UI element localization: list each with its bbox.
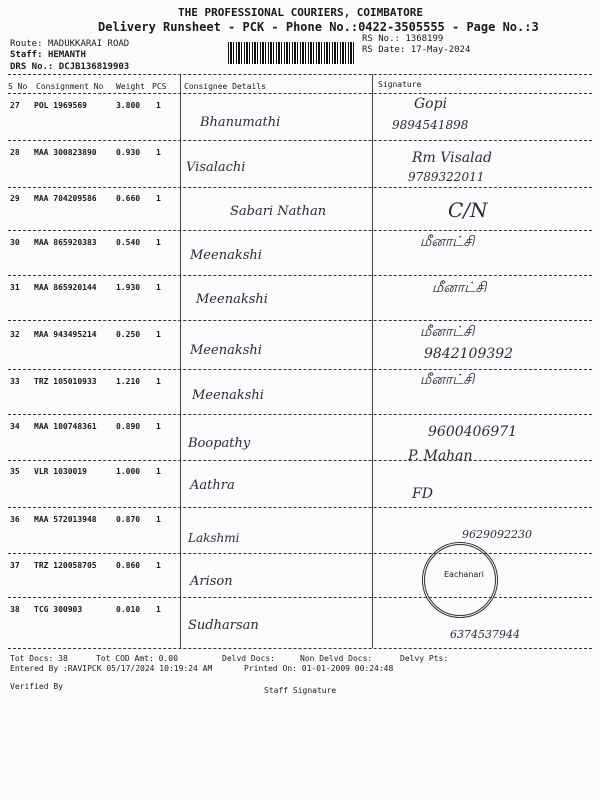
rs-date-label: RS Date:: [362, 45, 406, 55]
rs-date-value: 17-May-2024: [410, 45, 471, 55]
row-weight: 1.000: [116, 467, 141, 476]
row-consignment: MAA 865920144: [34, 283, 97, 292]
col-weight: Weight: [116, 82, 145, 91]
col-sno: S No: [8, 82, 28, 91]
row-consignee: Visalachi: [186, 160, 246, 175]
column-rule-signature: [372, 74, 373, 648]
row-signature: மீனாட்சி: [420, 324, 475, 340]
row-divider: [8, 460, 592, 461]
route-row: [10, 39, 129, 49]
row-weight: 0.010: [116, 605, 141, 614]
row-consignee: Sabari Nathan: [230, 204, 327, 219]
row-consignment: MAA 100748361: [34, 422, 97, 431]
row-weight: 0.540: [116, 238, 141, 247]
staff-value: HEMANTH: [47, 50, 86, 60]
row-sno: 33: [10, 377, 20, 386]
row-consignment: TRZ 105010933: [34, 377, 97, 386]
row-weight: 1.210: [116, 377, 141, 386]
row-consignment: MAA 704209586: [34, 194, 97, 203]
row-consignee: Sudharsan: [188, 618, 259, 633]
row-sno: 31: [10, 283, 20, 292]
row-divider: [8, 320, 592, 321]
delivery-points: Delvy Pts:: [400, 654, 449, 663]
route-value: MADUKKARAI ROAD: [47, 39, 130, 49]
row-sno: 28: [10, 148, 20, 157]
staff-signature-label: Staff Signature: [264, 686, 337, 695]
staff-row: [10, 50, 86, 60]
row-weight: 0.870: [116, 515, 141, 524]
row-sno: 27: [10, 101, 20, 110]
rs-no-value: 1368199: [405, 34, 444, 44]
row-divider: [8, 414, 592, 415]
delivered-docs: Delvd Docs:: [222, 654, 275, 663]
row-signature: Eachanari: [444, 570, 484, 579]
rs-no-label: RS No.:: [362, 34, 400, 44]
row-sno: 29: [10, 194, 20, 203]
row-signature: மீனாட்சி: [432, 280, 487, 296]
row-consignee: Lakshmi: [188, 531, 240, 545]
row-sno: 35: [10, 467, 20, 476]
row-divider: [8, 553, 592, 554]
row-consignment: MAA 300823890: [34, 148, 97, 157]
row-divider: [8, 187, 592, 188]
row-divider: [8, 230, 592, 231]
column-rule-consignee: [180, 74, 181, 648]
row-divider: [8, 597, 592, 598]
row-signature: 9629092230: [462, 528, 532, 541]
row-consignee: Bhanumathi: [200, 115, 281, 130]
row-signature: 9600406971: [428, 424, 518, 440]
row-signature: Rm Visalad: [412, 150, 492, 166]
header-divider-bottom: [8, 93, 592, 94]
total-docs: Tot Docs: 38: [10, 654, 68, 663]
col-signature: Signature: [378, 80, 422, 89]
row-weight: 0.860: [116, 561, 141, 570]
row-weight: 1.930: [116, 283, 141, 292]
row-consignee: Meenakshi: [192, 388, 264, 403]
row-pcs: 1: [156, 377, 161, 386]
row-pcs: 1: [156, 283, 161, 292]
drs-label: DRS No.:: [10, 62, 54, 72]
staff-label: Staff:: [10, 50, 43, 60]
drs-row: [10, 62, 129, 72]
row-pcs: 1: [156, 422, 161, 431]
row-weight: 0.890: [116, 422, 141, 431]
row-signature: FD: [412, 486, 433, 502]
row-divider: [8, 275, 592, 276]
row-signature: Gopi: [414, 96, 448, 112]
row-consignment: POL 1969569: [34, 101, 87, 110]
barcode: [228, 42, 356, 64]
row-pcs: 1: [156, 515, 161, 524]
row-weight: 0.660: [116, 194, 141, 203]
row-signature-name: P. Mahan: [408, 448, 473, 464]
row-signature: மீனாட்சி: [420, 234, 475, 250]
row-consignee: Meenakshi: [190, 343, 262, 358]
row-consignee: Meenakshi: [190, 248, 262, 263]
row-sno: 30: [10, 238, 20, 247]
drs-value: DCJB136819903: [58, 62, 130, 72]
col-consignee: Consignee Details: [184, 82, 266, 91]
row-consignee: Arison: [190, 574, 233, 589]
row-pcs: 1: [156, 238, 161, 247]
row-weight: 0.930: [116, 148, 141, 157]
row-weight: 3.800: [116, 101, 141, 110]
row-divider: [8, 507, 592, 508]
row-consignment: TRZ 120058705: [34, 561, 97, 570]
row-pcs: 1: [156, 148, 161, 157]
printed-on: Printed On: 01-01-2009 00:24:48: [244, 664, 394, 673]
runsheet-title: Delivery Runsheet - PCK - Phone No.:0422-3505555 - Page No.:3: [98, 20, 539, 34]
company-title: THE PROFESSIONAL COURIERS, COIMBATORE: [178, 6, 424, 19]
row-consignment: MAA 572013948: [34, 515, 97, 524]
row-consignment: TCG 300903: [34, 605, 83, 614]
rs-date-row: [362, 45, 470, 55]
row-pcs: 1: [156, 330, 161, 339]
row-signature-phone: 9842109392: [424, 346, 514, 362]
entered-by: Entered By :RAVIPCK 05/17/2024 10:19:24 AM: [10, 664, 213, 673]
row-signature-phone: 9894541898: [392, 118, 469, 132]
row-pcs: 1: [156, 467, 161, 476]
row-consignee: Aathra: [190, 478, 235, 493]
row-sno: 37: [10, 561, 20, 570]
total-cod-amount: Tot COD Amt: 0.00: [96, 654, 178, 663]
row-sno: 32: [10, 330, 20, 339]
company-stamp: [422, 542, 498, 618]
col-pcs: PCS: [152, 82, 167, 91]
row-divider: [8, 648, 592, 649]
row-signature-phone: 9789322011: [408, 170, 485, 184]
verified-by: Verified By: [10, 682, 63, 691]
rs-no-row: [362, 34, 443, 44]
row-sno: 38: [10, 605, 20, 614]
row-consignment: MAA 943495214: [34, 330, 97, 339]
non-delivered-docs: Non Delvd Docs:: [300, 654, 373, 663]
row-pcs: 1: [156, 101, 161, 110]
row-divider: [8, 140, 592, 141]
row-pcs: 1: [156, 194, 161, 203]
row-consignment: VLR 1030019: [34, 467, 87, 476]
row-signature: C/N: [448, 198, 488, 222]
row-signature: 6374537944: [450, 628, 520, 641]
row-weight: 0.250: [116, 330, 141, 339]
row-divider: [8, 369, 592, 370]
row-consignee: Meenakshi: [196, 292, 268, 307]
route-label: Route:: [10, 39, 43, 49]
row-consignee: Boopathy: [188, 436, 251, 451]
row-sno: 36: [10, 515, 20, 524]
row-pcs: 1: [156, 605, 161, 614]
row-consignment: MAA 865920383: [34, 238, 97, 247]
header-divider-top: [8, 74, 592, 75]
row-pcs: 1: [156, 561, 161, 570]
row-signature: மீனாட்சி: [420, 372, 475, 388]
col-consignment: Consignment No: [36, 82, 104, 91]
row-sno: 34: [10, 422, 20, 431]
